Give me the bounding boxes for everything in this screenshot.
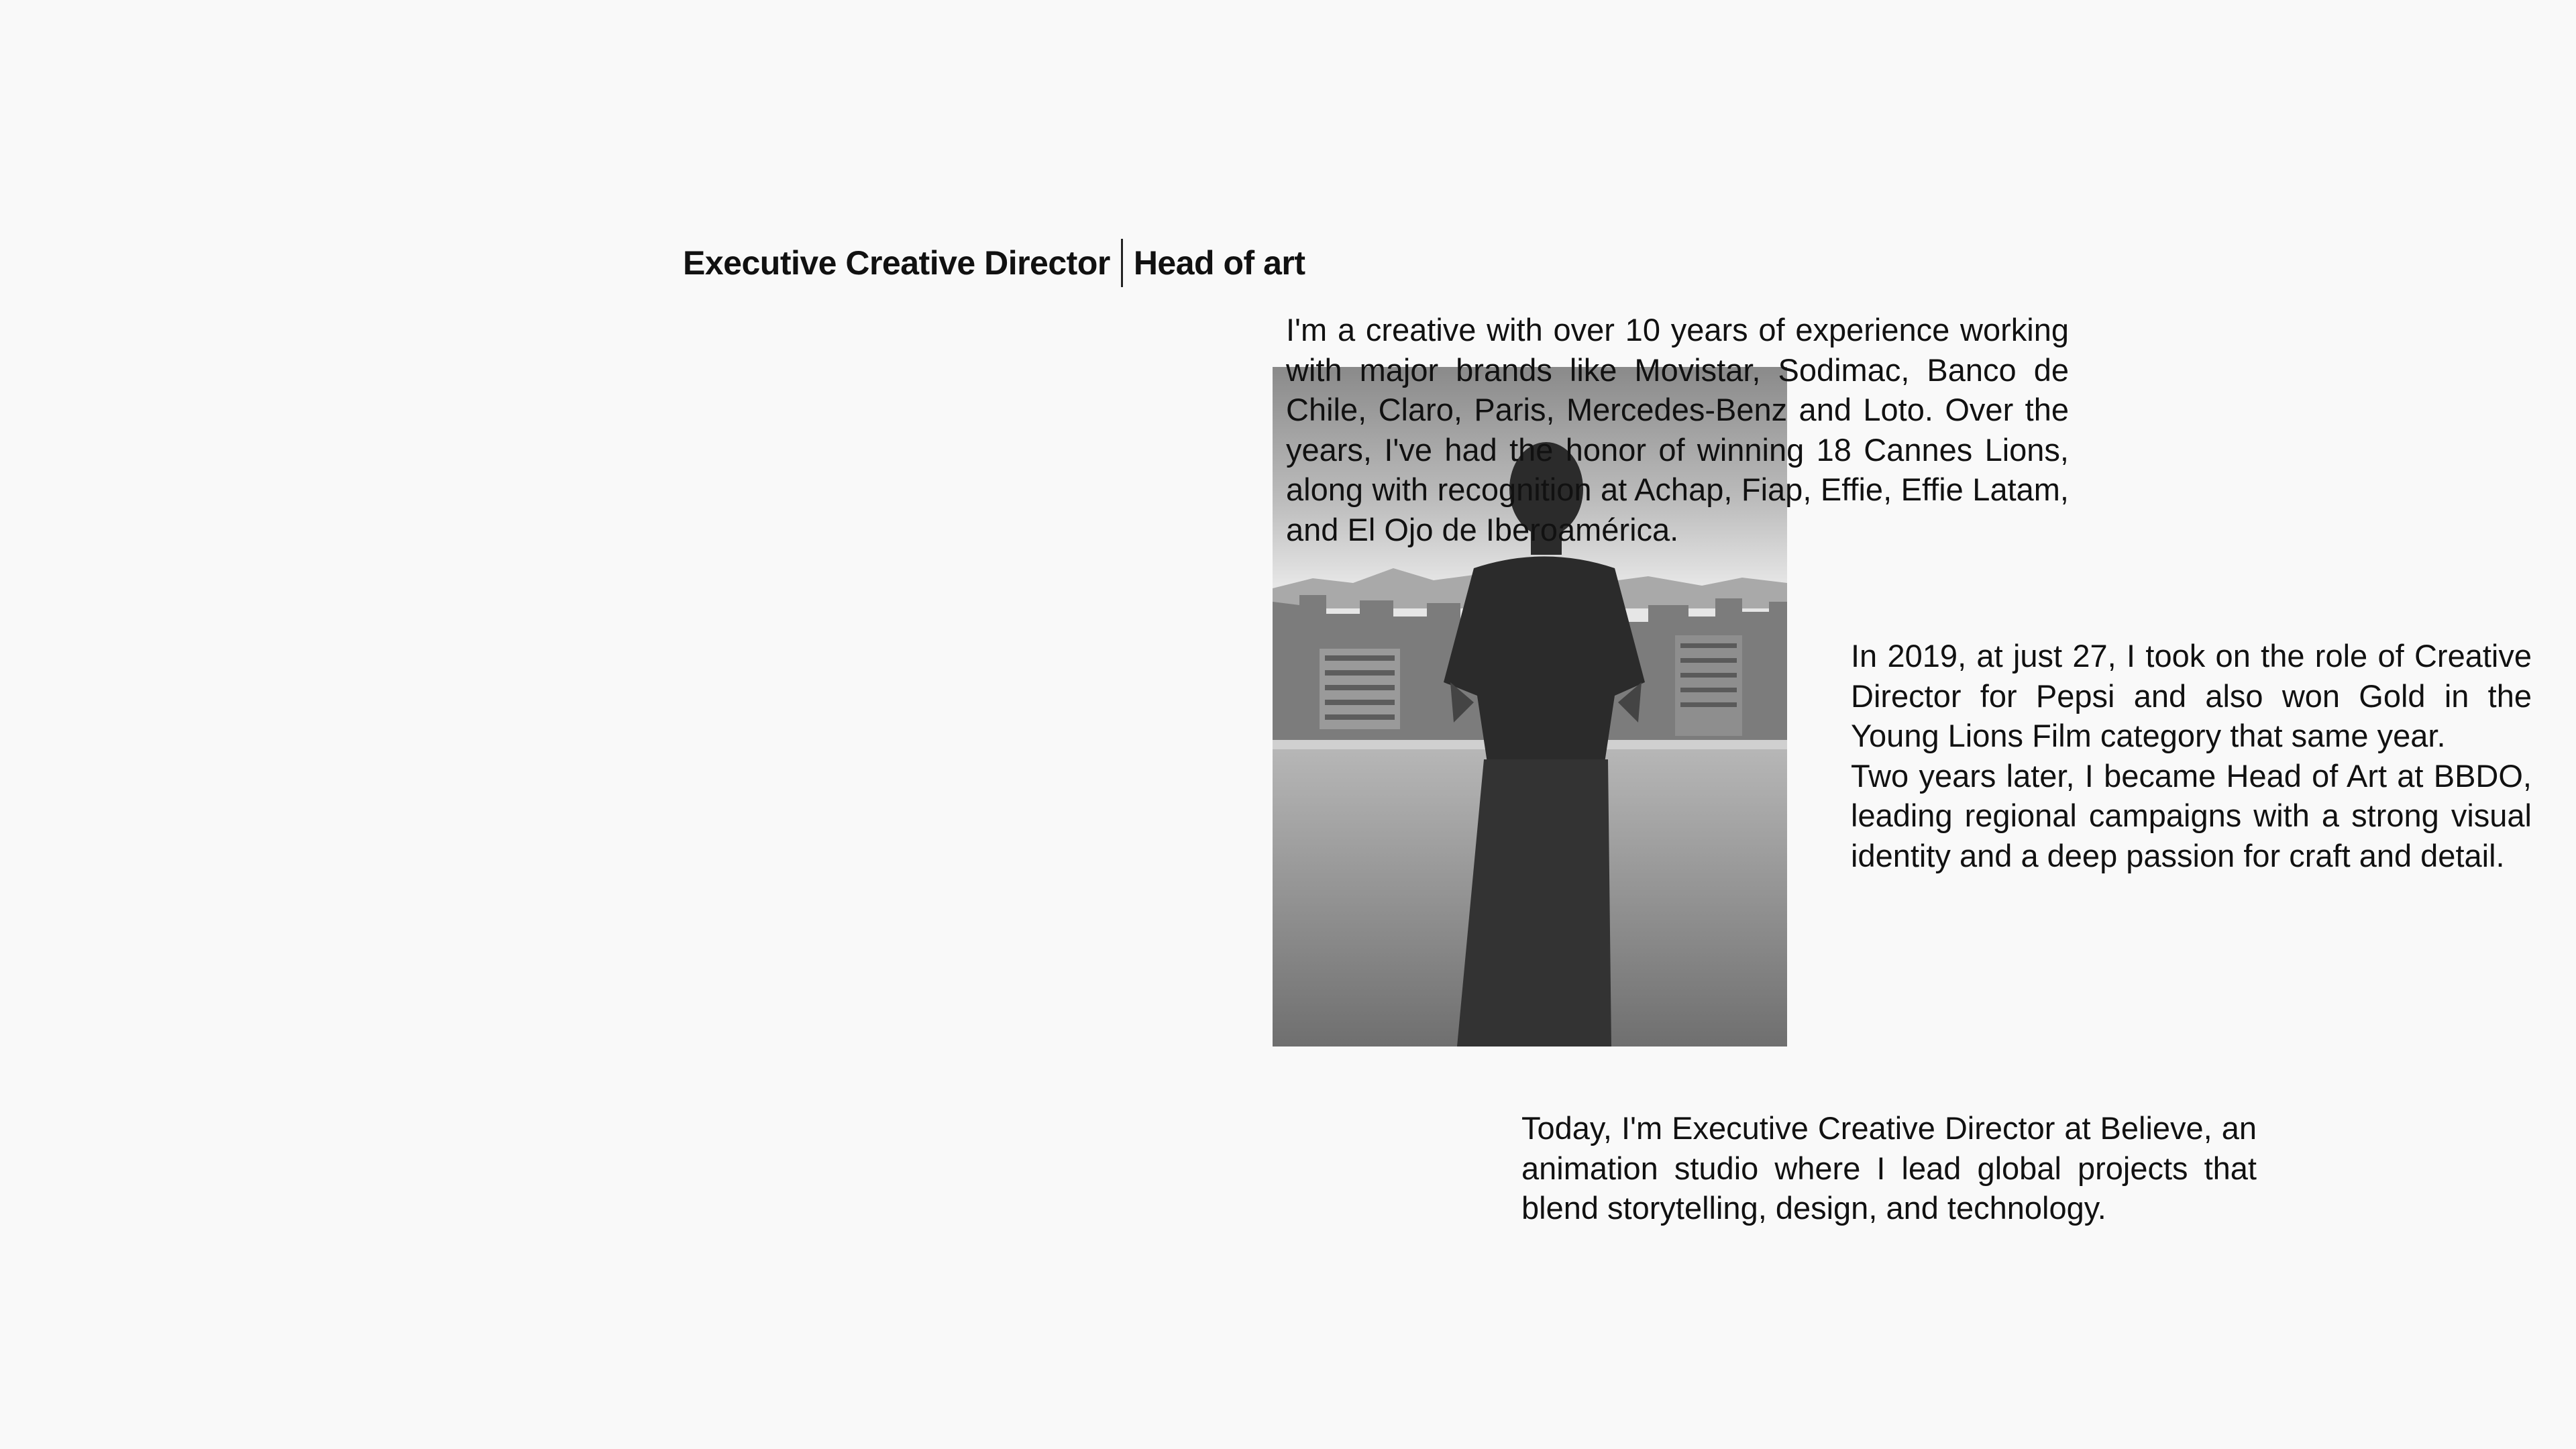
bio-text-3: Today, I'm Executive Creative Director at Believe, an animation studio where I lead global projects that blend storytelling, design, and technology.: [1521, 1110, 2257, 1226]
bio-paragraph-current: [1521, 1108, 2257, 1228]
bio-text-2b: Two years later, I became Head of Art at BBDO, leading regional campaigns with a strong visual identity and a deep passion for craft and detail.: [1851, 757, 2532, 873]
role-heading: [683, 239, 1305, 287]
bio-text-1: I'm a creative with over 10 years of experience working with major brands like Movistar, Sodimac, Banco de Chile, Claro, Paris, Mercedes-Benz and Loto. Over the years, I've had the honor of winning 18 Cannes Lions, along with recognition at Achap, Fiap, Effie, Effie Latam, and El Ojo de Iberoamérica.: [1286, 312, 2069, 547]
bio-text-2a: In 2019, at just 27, I took on the role of Creative Director for Pepsi and also won Gold in the Young Lions Film category that same year.: [1851, 638, 2532, 753]
bio-paragraph-intro: [1286, 310, 2069, 549]
role-primary: Executive Creative Director: [683, 244, 1110, 282]
role-secondary: Head of art: [1133, 244, 1305, 282]
bio-paragraph-career: [1851, 636, 2532, 875]
heading-divider: [1121, 239, 1123, 287]
